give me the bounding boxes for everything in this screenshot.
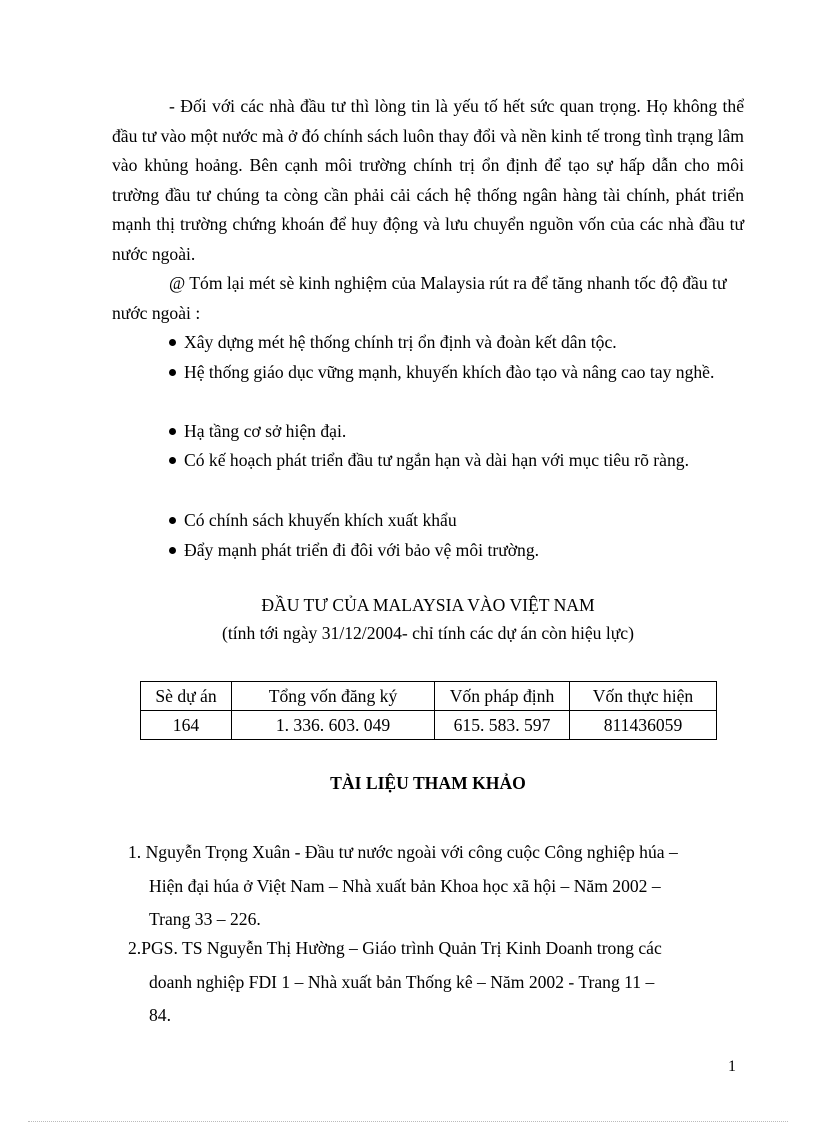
page-bottom-divider xyxy=(28,1121,788,1122)
reference-line: Trang 33 – 226. xyxy=(149,909,261,929)
references-heading: TÀI LIỆU THAM KHẢO xyxy=(330,773,526,793)
page-number: 1 xyxy=(728,1058,736,1075)
reference-line: 84. xyxy=(149,1005,171,1025)
header-cell: Tổng vốn đăng ký xyxy=(232,682,435,711)
reference-line: 1. Nguyễn Trọng Xuân - Đầu tư nước ngoài với công cuộc Công nghiệp húa – xyxy=(128,842,678,862)
header-cell: Sè dự án xyxy=(141,682,232,711)
bullet-icon xyxy=(169,547,176,554)
bullet-icon xyxy=(169,369,176,376)
bullet-item: Hệ thống giáo dục vững mạnh, khuyến khích đào tạo và nâng cao tay nghề. xyxy=(112,358,722,388)
header-cell: Vốn pháp định xyxy=(435,682,570,711)
table-header-row xyxy=(141,682,717,711)
table-subtitle: (tính tới ngày 31/12/2004- chỉ tính các dự án còn hiệu lực) xyxy=(222,623,634,643)
bullet-icon xyxy=(169,457,176,464)
bullet-item: Đẩy mạnh phát triển đi đôi với bảo vệ môi trường. xyxy=(112,536,722,566)
investment-table xyxy=(140,681,717,740)
bullet-item: Có chính sách khuyến khích xuất khẩu xyxy=(112,506,722,536)
reference-item xyxy=(128,932,744,1033)
table-cell: 1. 336. 603. 049 xyxy=(232,711,435,740)
header-cell: Vốn thực hiện xyxy=(570,682,717,711)
table-cell: 615. 583. 597 xyxy=(435,711,570,740)
bullet-item: Xây dựng mét hệ thống chính trị ổn định và đoàn kết dân tộc. xyxy=(112,328,722,358)
bullet-icon xyxy=(169,428,176,435)
table-title: ĐẦU TƯ CỦA MALAYSIA VÀO VIỆT NAM xyxy=(261,595,595,615)
reference-line: 2.PGS. TS Nguyễn Thị Hường – Giáo trình Quản Trị Kinh Doanh trong các xyxy=(128,938,662,958)
paragraph-investor-trust: - Đối với các nhà đầu tư thì lòng tin là yếu tố hết sức quan trọng. Họ không thể đầu tư vào một nước mà ở đó chính sách luôn thay đổi và nền kinh tế trong tình trạng lâm vào khủng hoảng. Bên cạnh môi trường chính trị ổn định để tạo sự hấp dẫn cho môi trường đầu tư chúng ta còng cần phải cải cách hệ thống ngân hàng tài chính, phát triển mạnh thị trường chứng khoán để huy động và lưu chuyển nguồn vốn của các nhà đầu tư nước ngoài. xyxy=(112,96,744,264)
paragraph-summary: @ Tóm lại mét sè kinh nghiệm của Malaysia rút ra để tăng nhanh tốc độ đầu tư nước ngoài : xyxy=(112,273,727,323)
table-row xyxy=(141,711,717,740)
table-cell: 811436059 xyxy=(570,711,717,740)
bullet-icon xyxy=(169,517,176,524)
reference-item xyxy=(128,836,744,937)
reference-line: doanh nghiệp FDI 1 – Nhà xuất bản Thống kê – Năm 2002 - Trang 11 – xyxy=(149,971,655,992)
bullet-item: Có kế hoạch phát triển đầu tư ngắn hạn và dài hạn với mục tiêu rõ ràng. xyxy=(112,446,722,476)
table-cell: 164 xyxy=(141,711,232,740)
reference-line: Hiện đại húa ở Việt Nam – Nhà xuất bản Khoa học xã hội – Năm 2002 – xyxy=(149,875,661,896)
bullet-item: Hạ tầng cơ sở hiện đại. xyxy=(112,417,722,447)
bullet-icon xyxy=(169,339,176,346)
